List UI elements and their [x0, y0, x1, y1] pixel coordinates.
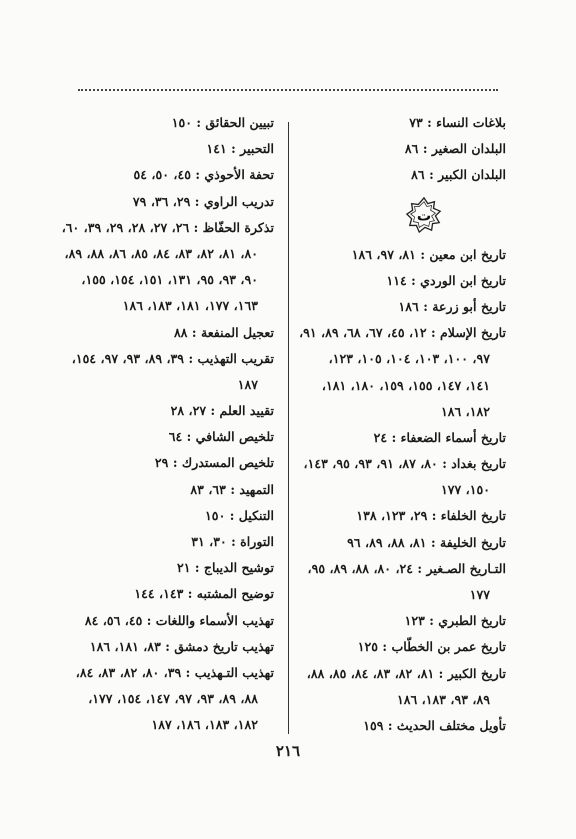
index-entry: تاريخ الخليفة : ٨١، ٨٨، ٨٩، ٩٦ — [347, 534, 506, 550]
left-column — [52, 110, 274, 739]
index-entry-continuation: ٩٠، ٩٣، ٩٥، ١٣١، ١٥١، ١٥٤، ١٥٥، — [81, 272, 258, 288]
index-entry: تعجيل المنفعة : ٨٨ — [174, 324, 274, 340]
index-entry: تاريخ ابن معين : ٨١، ٩٧، ١٨٦ — [351, 246, 506, 262]
index-entry: تهذيب التـهذيب : ٣٩، ٨٠، ٨٢، ٨٣، ٨٤، — [75, 664, 274, 680]
index-entry: التمهيد : ٦٣، ٨٣ — [190, 481, 274, 497]
index-entry: تاريخ الطبري : ١٢٣ — [404, 613, 506, 629]
index-entry: تبيين الحقائق : ١٥٠ — [171, 115, 274, 130]
section-letter: ت — [416, 208, 432, 225]
index-entry: تذكرة الحفّاظ : ٢٦، ٢٧، ٢٨، ٢٩، ٣٩، ٦٠، — [61, 219, 274, 235]
index-entry: تهذيب تاريخ دمشق : ٨٣، ١٨١، ١٨٦ — [89, 638, 274, 654]
index-entry-continuation: ١٨٢، ١٨٦ — [440, 403, 490, 419]
index-entry: توشيح الديباج : ٢١ — [176, 560, 274, 576]
index-entry-continuation: ١٤١، ١٤٧، ١٥٥، ١٥٩، ١٨٠، ١٨١، — [321, 377, 490, 393]
index-entry-continuation: ٨٩، ٩٣، ١٨٣، ١٨٦ — [396, 691, 490, 707]
index-entry: تقييد العلم : ٢٧، ٢٨ — [170, 403, 274, 419]
index-entry: البلدان الكبير : ٨٦ — [411, 167, 506, 183]
index-entry: توضيح المشتبه : ١٤٣، ١٤٤ — [134, 586, 274, 602]
right-column — [294, 110, 506, 739]
section-letter-heading — [294, 196, 506, 236]
index-entry: تاريخ الخلفاء : ٢٩، ١٢٣، ١٣٨ — [356, 508, 506, 524]
index-entry: تاريخ أسماء الضعفاء : ٢٤ — [373, 429, 506, 445]
index-entry: تاريخ الكبير : ٨١، ٨٢، ٨٣، ٨٤، ٨٥، ٨٨، — [306, 665, 506, 681]
index-entry: تلخيص الشافي : ٦٤ — [168, 429, 274, 445]
column-divider — [288, 122, 289, 734]
index-entry: بلاغات النساء : ٧٣ — [409, 115, 506, 130]
index-entry: تحفة الأحوذي : ٤٥، ٥٠، ٥٤ — [133, 167, 274, 183]
index-entry: تاريخ عمر بن الخطّاب : ١٢٥ — [357, 639, 506, 655]
index-entry-continuation: ١٥٠، ١٧٧ — [440, 482, 490, 498]
index-entry: التنكيل : ١٥٠ — [205, 507, 274, 523]
index-entry: تقريب التهذيب : ٣٩، ٨٩، ٩٣، ٩٧، ١٥٤، — [71, 350, 274, 366]
page-number: ٢١٦ — [275, 742, 301, 760]
index-entry: تاريخ أبو زرعة : ١٨٦ — [398, 298, 506, 314]
index-entry: التحبير : ١٤١ — [206, 141, 274, 157]
index-entry: تاريخ الإسلام : ١٢، ٤٥، ٦٧، ٦٨، ٨٩، ٩١، — [299, 325, 506, 341]
index-entry: تاريخ بغداد : ٨٠، ٨٧، ٩١، ٩٣، ٩٥، ١٤٣، — [303, 456, 506, 472]
index-entry: البلدان الصغير : ٨٦ — [404, 141, 506, 157]
index-entry: تاريخ ابن الوردي : ١١٤ — [386, 272, 506, 288]
index-entry: تهذيب الأسماء واللغات : ٤٥، ٥٦، ٨٤ — [84, 612, 274, 628]
index-entry: تأويل مختلف الحديث : ١٥٩ — [363, 717, 506, 733]
dotted-header-rule — [78, 89, 498, 91]
index-entry: التـاريخ الصـغير : ٢٤، ٨٠، ٨٨، ٨٩، ٩٥، — [307, 560, 506, 576]
index-entry: تدريب الراوي : ٢٩، ٣٦، ٧٩ — [132, 193, 274, 209]
index-entry-continuation: ٨٨، ٨٩، ٩٣، ٩٧، ١٤٧، ١٥٤، ١٧٧، — [88, 691, 258, 707]
index-entry-continuation: ١٧٧ — [469, 587, 490, 602]
index-entry: تلخيص المستدرك : ٢٩ — [154, 455, 274, 471]
index-entry-continuation: ٩٧، ١٠٠، ١٠٣، ١٠٤، ١٠٥، ١٢٣، — [328, 351, 490, 367]
index-entry-continuation: ١٨٢، ١٨٣، ١٨٦، ١٨٧ — [151, 717, 258, 733]
index-entry-continuation: ١٦٣، ١٧٧، ١٨١، ١٨٣، ١٨٦ — [122, 298, 258, 314]
index-entry: التوراة : ٣٠، ٣١ — [191, 534, 274, 549]
index-entry-continuation: ١٨٧ — [237, 376, 258, 392]
letter-ornament-icon — [405, 196, 443, 234]
index-entry-continuation: ٨٠، ٨١، ٨٢، ٨٣، ٨٤، ٨٥، ٨٦، ٨٨، ٨٩، — [64, 245, 258, 261]
